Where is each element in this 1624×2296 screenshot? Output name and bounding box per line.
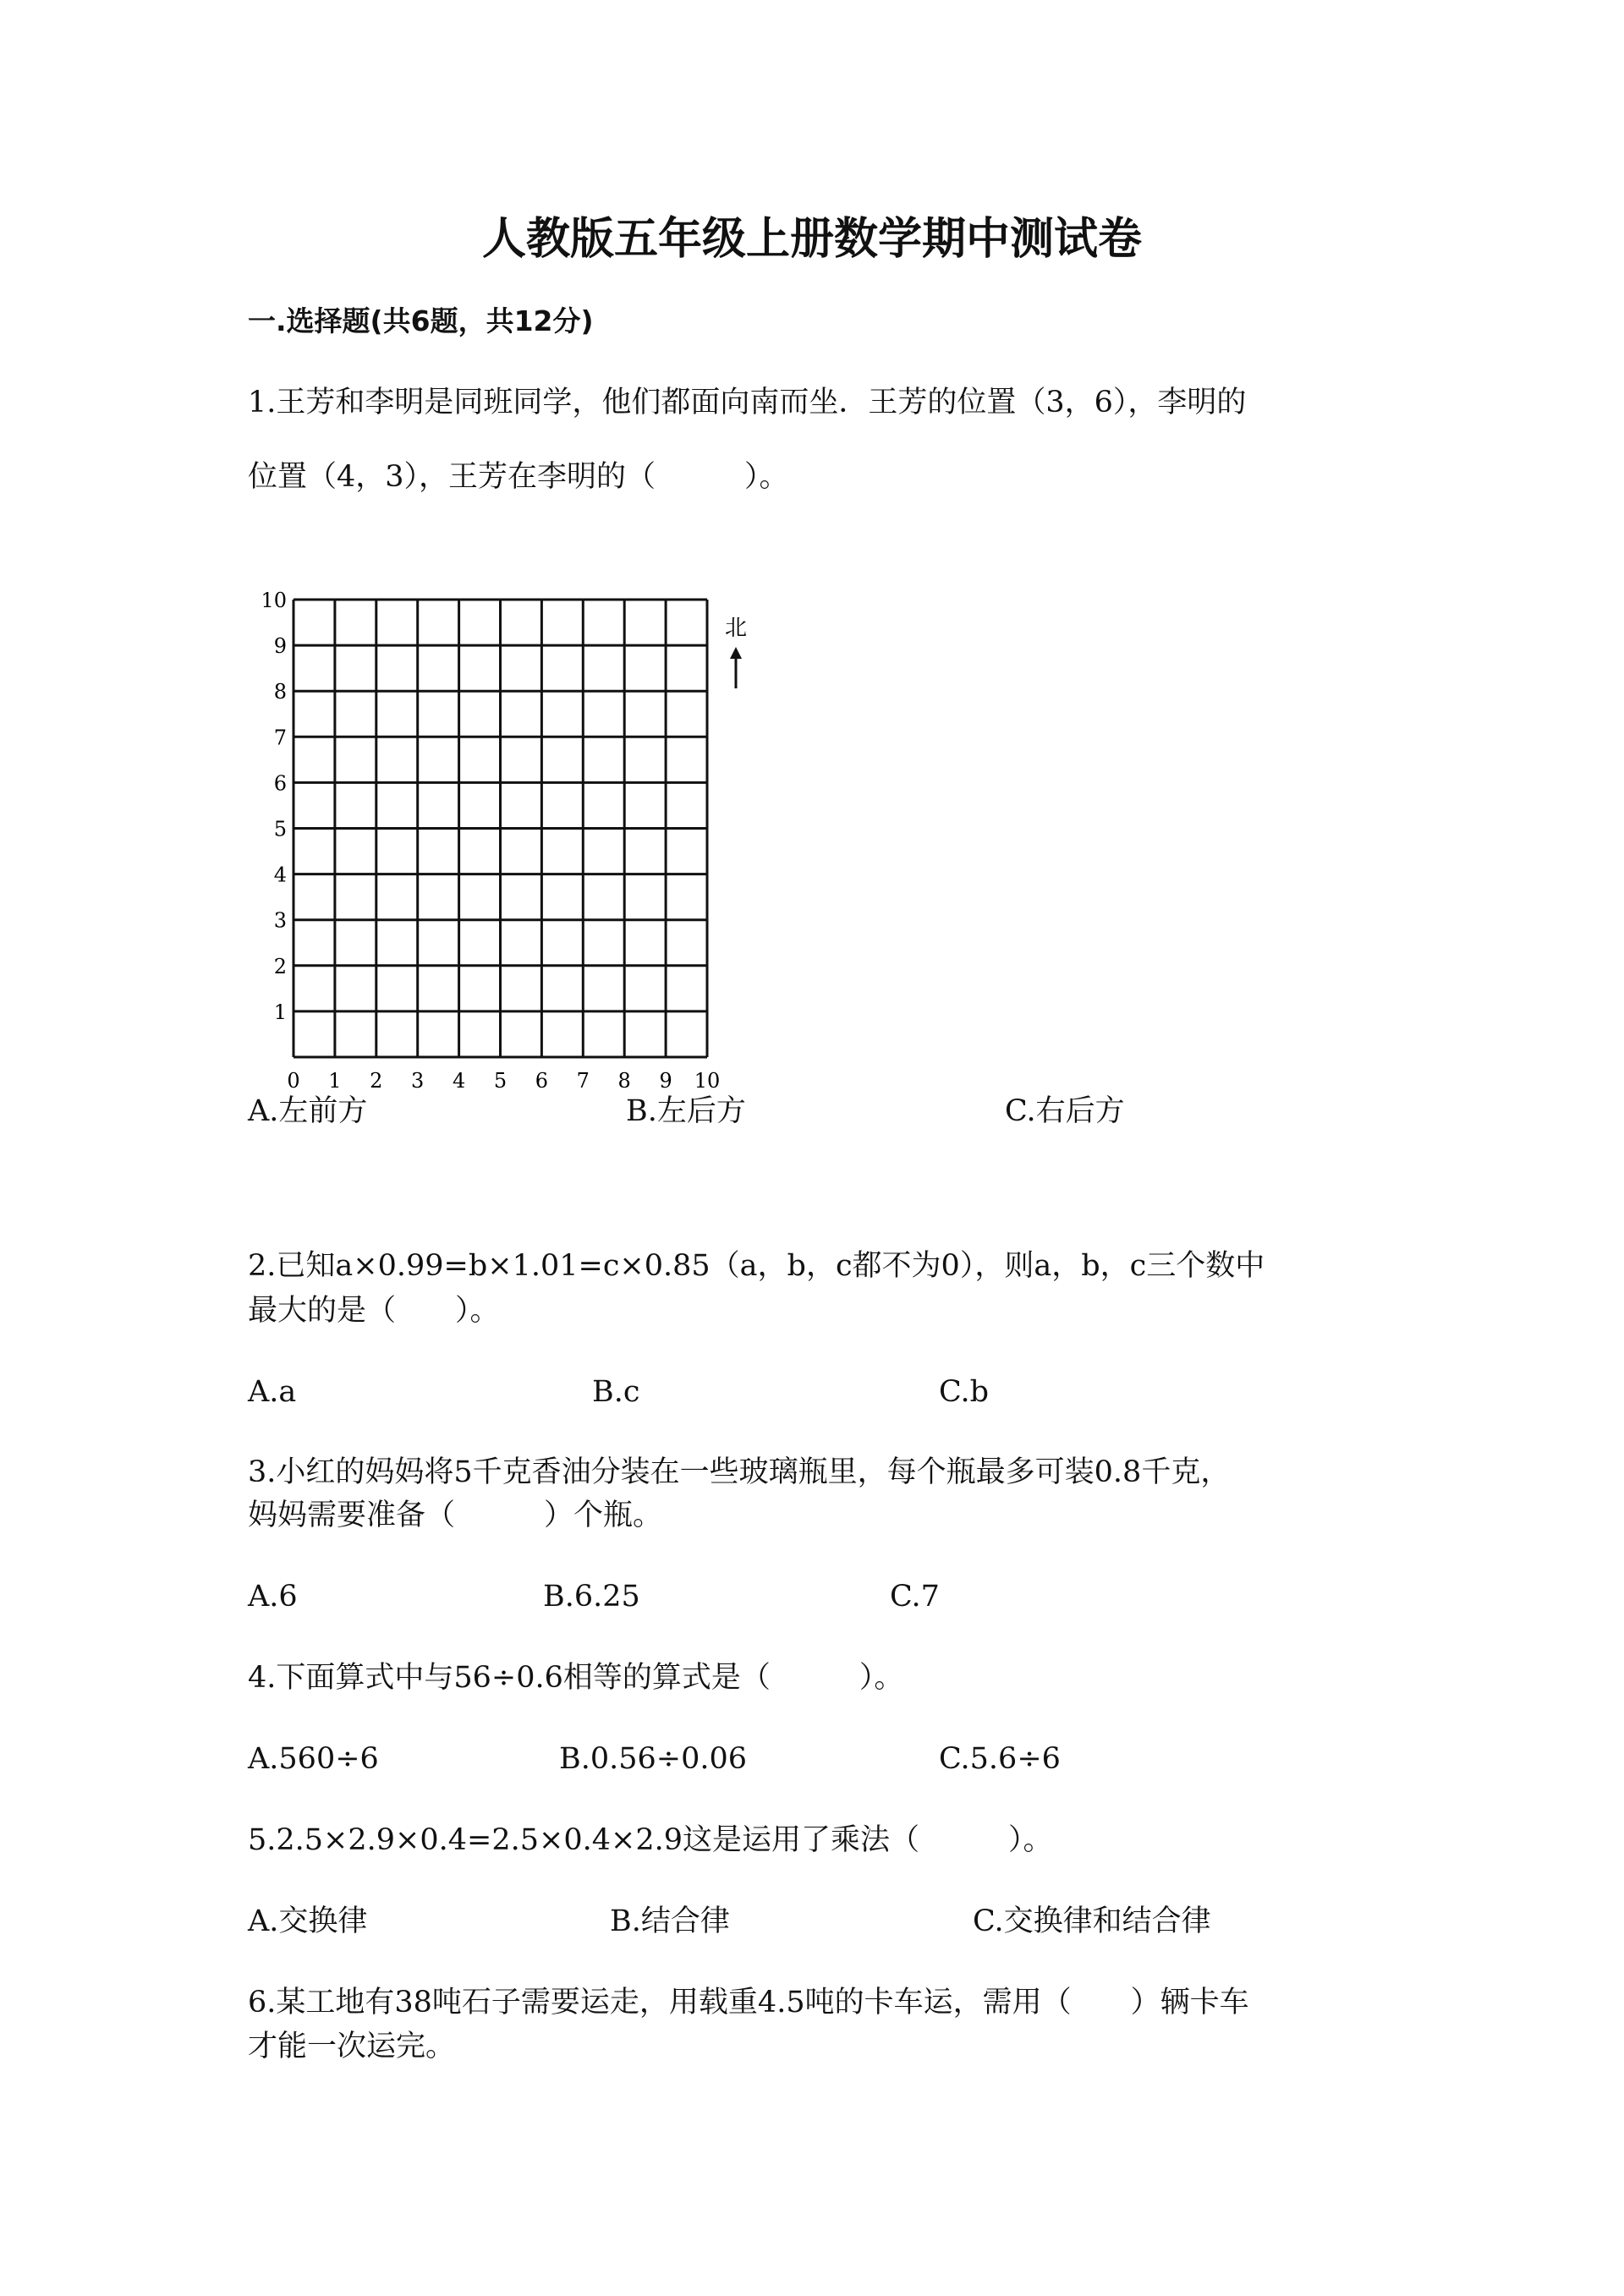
- q1-option-c: C.右后方: [1005, 1094, 1125, 1128]
- y-axis-label: 8: [273, 680, 287, 704]
- x-axis-label: 6: [535, 1069, 549, 1093]
- q3-option-b: B.6.25: [543, 1580, 640, 1614]
- y-axis-label: 4: [273, 863, 287, 887]
- x-axis-label: 10: [694, 1069, 721, 1093]
- q4-option-a: A.560÷6: [248, 1742, 379, 1776]
- q4-option-b: B.0.56÷0.06: [559, 1742, 748, 1776]
- y-axis-label: 5: [273, 817, 287, 841]
- q1-option-a: A.左前方: [248, 1094, 368, 1128]
- question-6-line-1: 6.某工地有38吨石子需要运走，用载重4.5吨的卡车运，需用（ ）辆卡车: [248, 1986, 1249, 2019]
- q4-option-c: C.5.6÷6: [939, 1742, 1061, 1776]
- x-axis-label: 9: [659, 1069, 672, 1093]
- q3-option-a: A.6: [248, 1580, 298, 1614]
- q2-option-a: A.a: [248, 1375, 297, 1409]
- north-label: 北: [724, 616, 748, 641]
- x-axis-label: 8: [617, 1069, 631, 1093]
- x-axis-label: 4: [452, 1069, 466, 1093]
- x-axis-label: 3: [411, 1069, 425, 1093]
- x-axis-label: 5: [493, 1069, 508, 1093]
- question-5-line-1: 5.2.5×2.9×0.4=2.5×0.4×2.9这是运用了乘法（ ）。: [248, 1823, 1053, 1857]
- y-axis-label: 1: [273, 1000, 287, 1024]
- question-1-line-2: 位置（4，3），王芳在李明的（ ）。: [248, 460, 789, 494]
- coordinate-grid-figure: [254, 584, 778, 1093]
- q1-option-b: B.左后方: [626, 1094, 746, 1128]
- y-axis-label: 7: [273, 726, 287, 750]
- q2-option-c: C.b: [939, 1375, 990, 1409]
- question-4-line-1: 4.下面算式中与56÷0.6相等的算式是（ ）。: [248, 1661, 904, 1695]
- q2-option-b: B.c: [592, 1375, 640, 1409]
- y-axis-label: 6: [273, 771, 287, 796]
- page-title: 人教版五年级上册数学期中测试卷: [481, 214, 1142, 265]
- question-1-line-1: 1.王芳和李明是同班同学，他们都面向南而坐．王芳的位置（3，6），李明的: [248, 386, 1247, 419]
- x-axis-label: 1: [328, 1069, 342, 1093]
- y-axis-label: 10: [261, 589, 287, 612]
- y-axis-label: 9: [273, 634, 287, 659]
- y-axis-label: 3: [273, 908, 287, 933]
- question-2-line-1: 2.已知a×0.99=b×1.01=c×0.85（a，b，c都不为0），则a，b，c三个数中: [248, 1249, 1265, 1283]
- q3-option-c: C.7: [890, 1580, 940, 1614]
- q5-option-c: C.交换律和结合律: [973, 1904, 1211, 1938]
- question-6-line-2: 才能一次运完。: [248, 2030, 456, 2063]
- x-axis-label: 7: [576, 1069, 590, 1093]
- q5-option-a: A.交换律: [248, 1904, 368, 1938]
- section-heading: 一.选择题(共6题，共12分): [248, 304, 594, 337]
- y-axis-label: 2: [273, 954, 287, 978]
- question-2-line-2: 最大的是（ ）。: [248, 1294, 500, 1328]
- x-axis-label: 0: [287, 1069, 300, 1093]
- q5-option-b: B.结合律: [610, 1904, 730, 1938]
- question-3-line-1: 3.小红的妈妈将5千克香油分装在一些玻璃瓶里，每个瓶最多可装0.8千克，: [248, 1455, 1231, 1489]
- north-arrowhead-icon: [730, 647, 742, 659]
- question-3-line-2: 妈妈需要准备（ ）个瓶。: [248, 1499, 663, 1532]
- x-axis-label: 2: [370, 1069, 383, 1093]
